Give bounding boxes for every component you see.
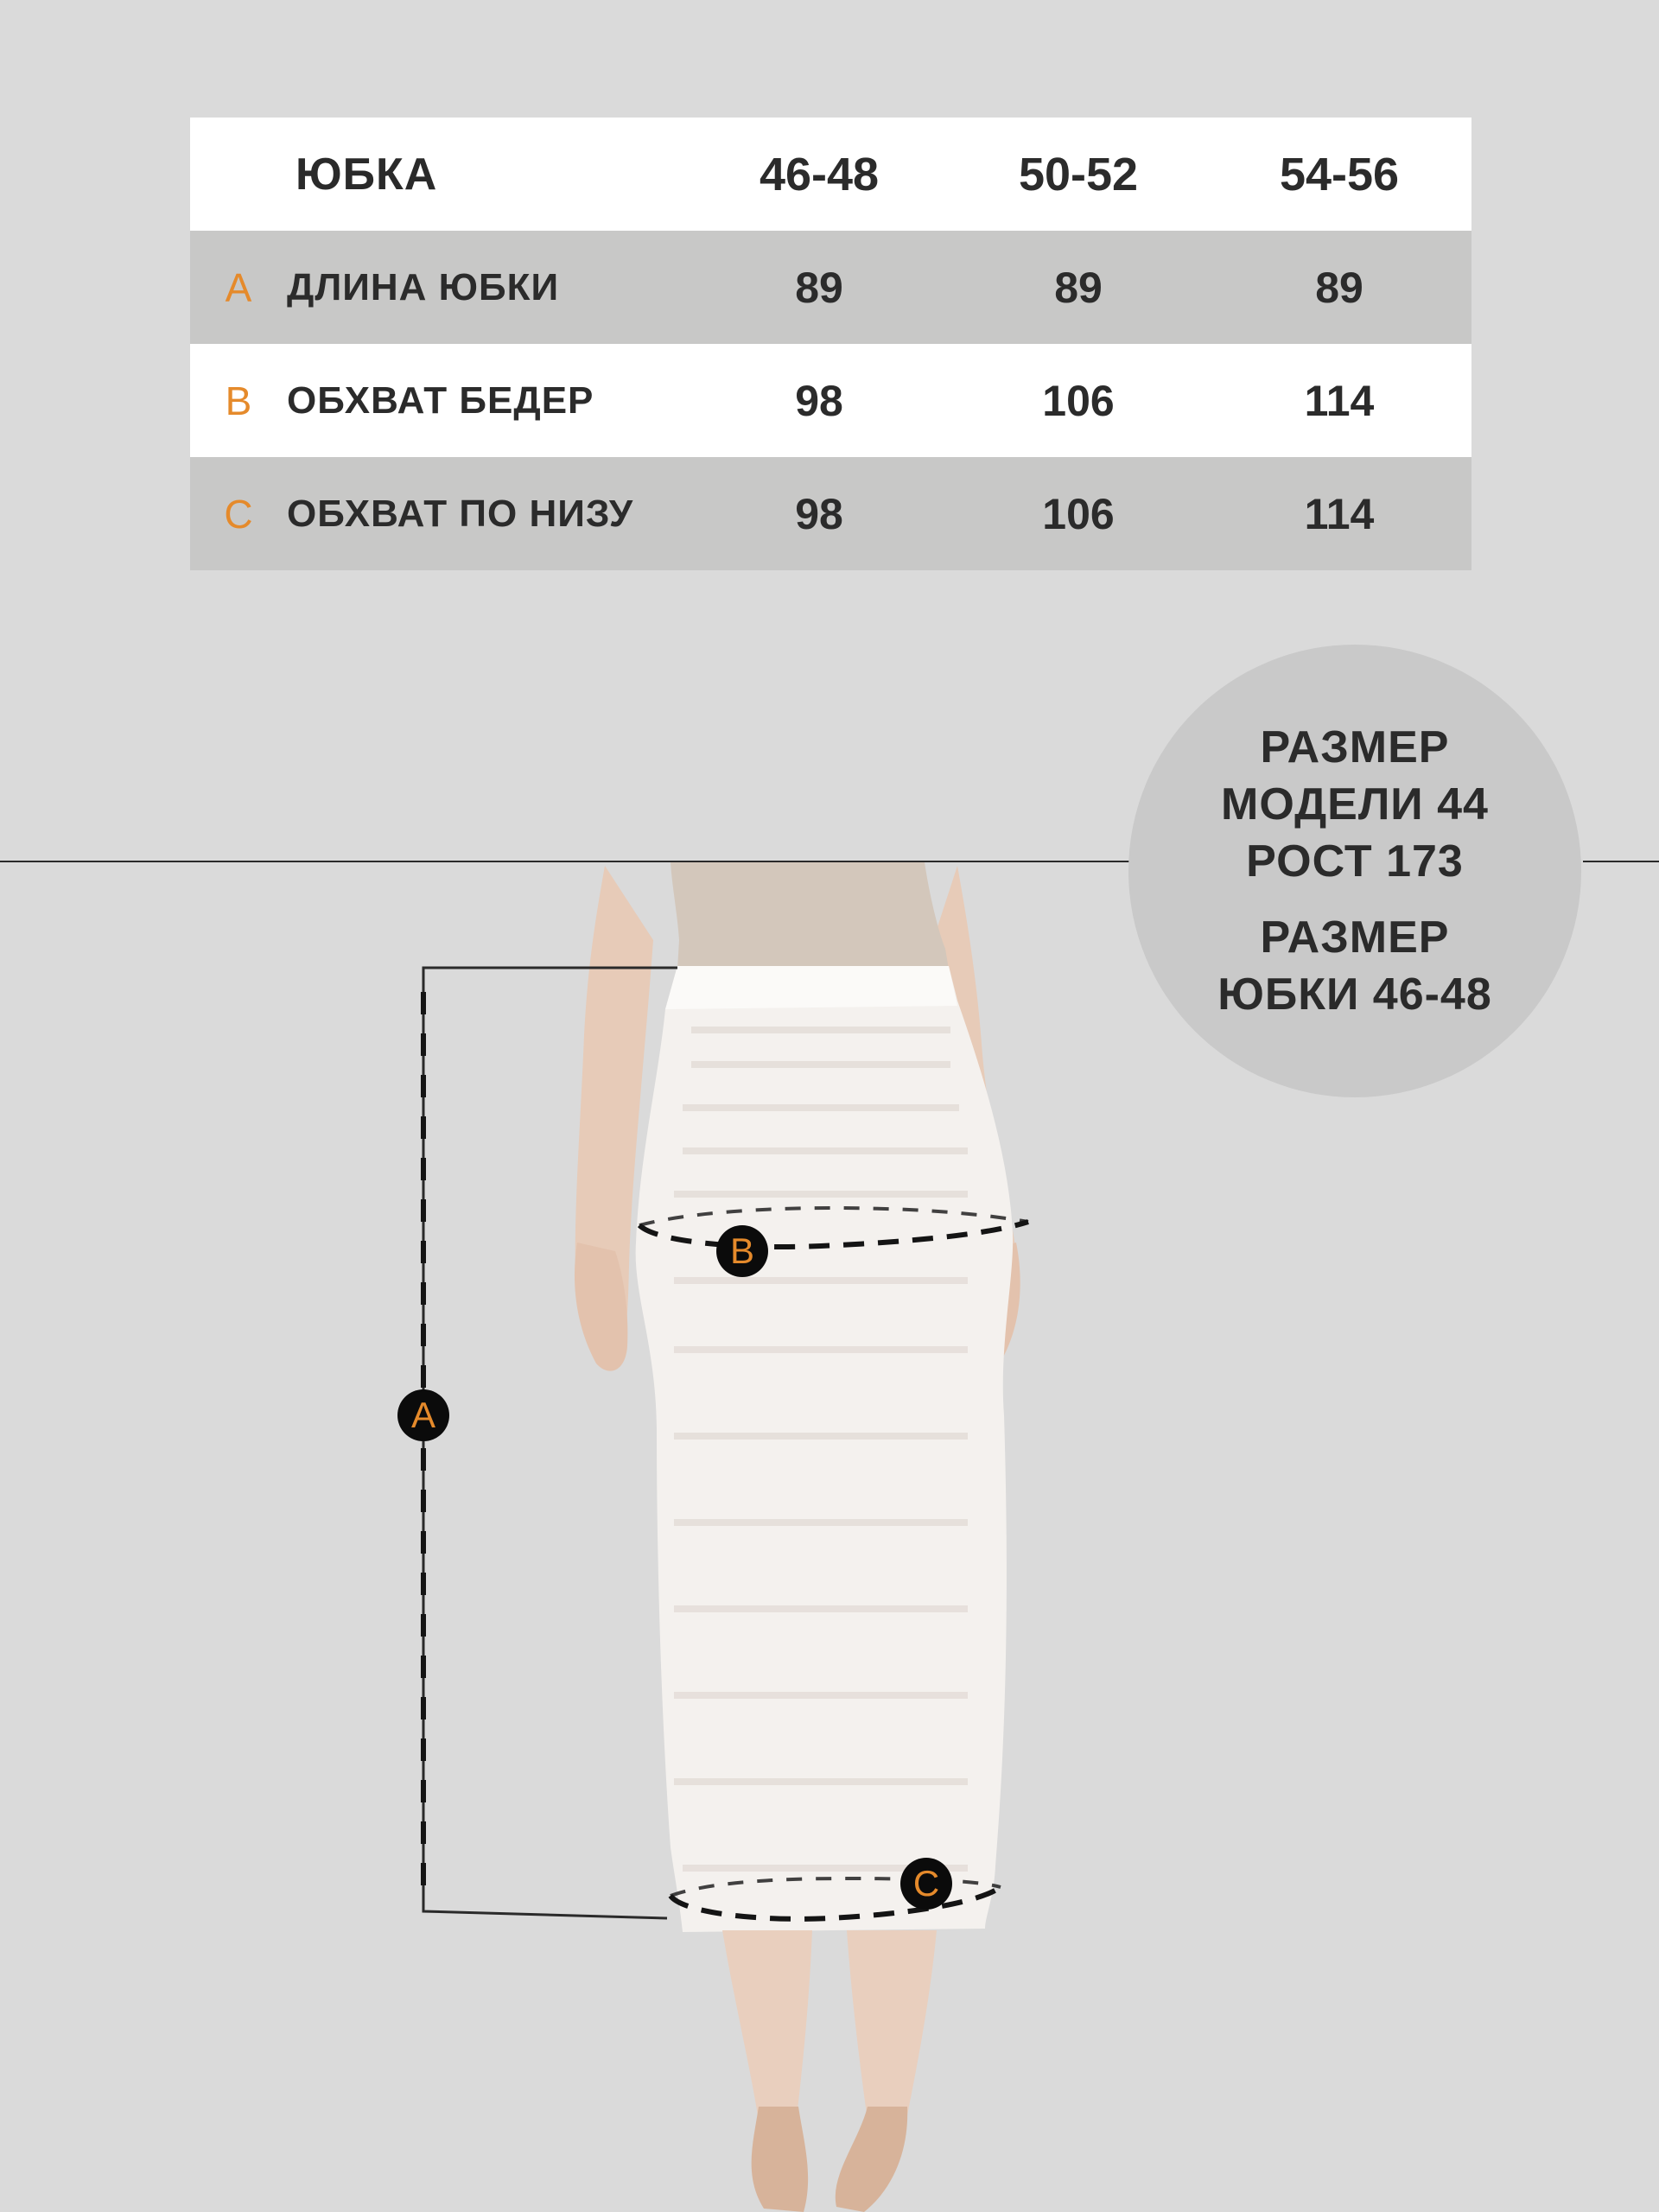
row-label: ДЛИНА ЮБКИ: [287, 265, 560, 308]
badge-line: РОСТ 173: [1246, 836, 1464, 887]
badge-line: ЮБКИ 46-48: [1217, 969, 1492, 1020]
row-value: 114: [1304, 489, 1375, 538]
row-value: 89: [1315, 263, 1363, 312]
table-row: [190, 457, 1471, 570]
row-letter: A: [225, 264, 252, 310]
marker-b: B: [716, 1225, 768, 1277]
right-leg: [847, 1930, 937, 2133]
table-title: ЮБКА: [296, 149, 438, 200]
right-shoe: [836, 2107, 907, 2212]
left-leg: [722, 1930, 812, 2133]
size-table: [190, 118, 1471, 570]
measure-a-bracket: [423, 968, 677, 1918]
row-value: 114: [1304, 376, 1375, 425]
row-letter: C: [224, 491, 253, 537]
row-value: 98: [795, 489, 843, 538]
row-value: 106: [1042, 376, 1115, 425]
badge-line: МОДЕЛИ 44: [1221, 779, 1489, 830]
table-header-row: [190, 118, 1471, 231]
row-value: 98: [795, 376, 843, 425]
top-garment: [671, 862, 949, 969]
left-shoe: [752, 2107, 808, 2212]
row-value: 106: [1042, 489, 1115, 538]
waistband: [665, 966, 957, 1009]
table-row: [190, 344, 1471, 457]
table-row: [190, 231, 1471, 344]
badge-line: РАЗМЕР: [1260, 912, 1450, 963]
model-size-badge: [1128, 645, 1581, 1097]
badge-line: РАЗМЕР: [1260, 722, 1450, 772]
row-label: ОБХВАТ ПО НИЗУ: [287, 492, 634, 535]
size-header-2: 50-52: [1018, 148, 1139, 200]
marker-a: A: [397, 1389, 449, 1441]
marker-c: C: [900, 1858, 952, 1910]
row-letter: B: [225, 378, 252, 423]
row-value: 89: [1054, 263, 1103, 312]
row-value: 89: [795, 263, 843, 312]
size-header-1: 46-48: [759, 148, 880, 200]
row-label: ОБХВАТ БЕДЕР: [287, 378, 594, 422]
size-header-3: 54-56: [1279, 148, 1400, 200]
